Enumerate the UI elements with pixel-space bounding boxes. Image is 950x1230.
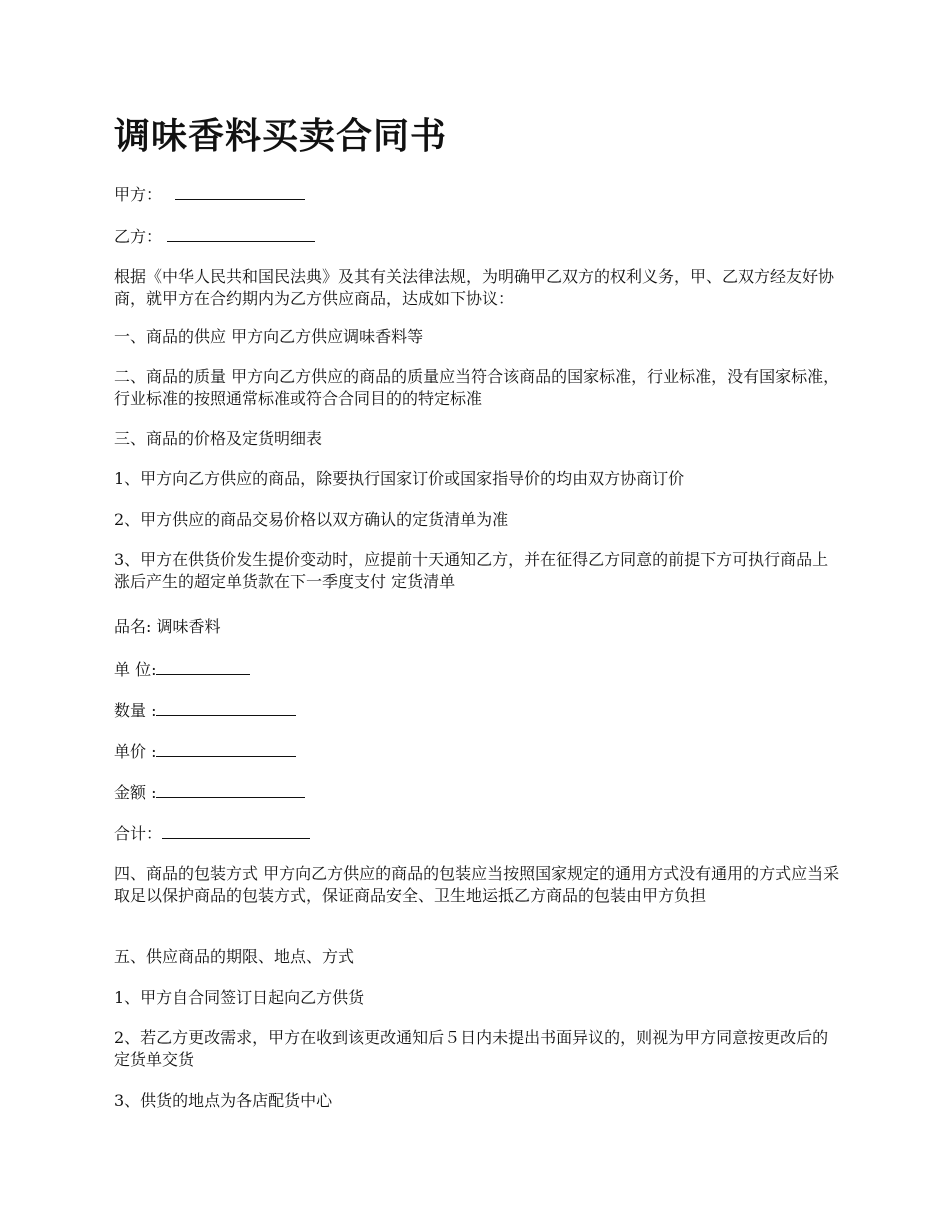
section-1: 一、商品的供应 甲方向乙方供应调味香料等 [114,327,424,346]
section-3: 三、商品的价格及定货明细表 [114,429,323,448]
intro-paragraph: 根据《中华人民共和国民法典》及其有关法律法规，为明确甲乙双方的权利义务，甲、乙双方经友好协商，就甲方在合约期内为乙方供应商品，达成如下协议： [114,267,835,308]
party-a-line [114,183,844,206]
section-2: 二、商品的质量 甲方向乙方供应的商品的质量应当符合该商品的国家标准，行业标准，没有国家标准，行业标准的按照通常标准或符合合同目的的特定标准 [114,367,840,408]
section-5-item-2: 2、若乙方更改需求，甲方在收到该更改通知后５日内未提出书面异议的，则视为甲方同意按更改后的定货单交货 [114,1028,829,1069]
party-a-blank [175,183,305,200]
unit-price-label: 单价 : [114,742,157,761]
quantity-line [114,699,844,722]
unit-label: 单 位: [114,660,157,679]
section-3-item-2: 2、甲方供应的商品交易价格以双方确认的定货清单为准 [114,510,509,529]
section-4: 四、商品的包装方式 甲方向乙方供应的商品的包装应当按照国家规定的通用方式没有通用的方式应当采取足以保护商品的包装方式，保证商品安全、卫生地运抵乙方商品的包装由甲方负担 [114,864,840,905]
party-b-label: 乙方： [114,227,163,246]
section-5: 五、供应商品的期限、地点、方式 [114,947,355,966]
product-name: 品名: 调味香料 [114,617,221,636]
party-a-label: 甲方： [114,185,163,204]
amount-line [114,781,844,804]
section-3-item-1: 1、甲方向乙方供应的商品，除要执行国家订价或国家指导价的均由双方协商订价 [114,469,685,488]
unit-blank [156,658,250,675]
unit-line [114,658,844,681]
amount-blank [156,781,305,798]
document-title: 调味香料买卖合同书 [114,115,448,157]
unit-price-blank [156,740,296,757]
total-label: 合计： [114,824,163,843]
section-5-item-1: 1、甲方自合同签订日起向乙方供货 [114,988,365,1007]
quantity-blank [156,699,296,716]
amount-label: 金额 : [114,783,157,802]
party-b-blank [167,225,315,242]
unit-price-line [114,740,844,763]
total-line [114,822,844,845]
section-3-item-3: 3、甲方在供货价发生提价变动时，应提前十天通知乙方，并在征得乙方同意的前提下方可执行商品上涨后产生的超定单货款在下一季度支付 定货清单 [114,550,829,591]
section-5-item-3: 3、供货的地点为各店配货中心 [114,1091,333,1110]
party-b-line [114,225,844,248]
quantity-label: 数量 : [114,701,157,720]
total-blank [162,822,310,839]
